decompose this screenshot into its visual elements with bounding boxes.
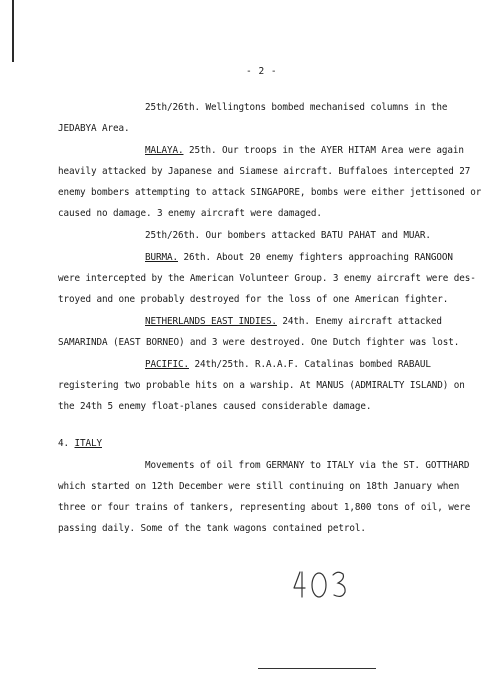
paragraph-pacific-line-3: the 24th 5 enemy float-planes caused considerable damage. [58, 401, 372, 412]
handwritten-page-number [291, 568, 351, 600]
paragraph-pacific-line-2: registering two probable hits on a warship. At MANUS (ADMIRALTY ISLAND) on [58, 380, 465, 391]
nei-heading: NETHERLANDS EAST INDIES. [145, 316, 277, 327]
left-margin-mark [12, 0, 14, 62]
burma-text: 26th. About 20 enemy fighters approaching RANGOON [177, 252, 453, 263]
section-4-number: 4. [58, 438, 69, 449]
section-4-title: ITALY [74, 438, 102, 449]
section-4-line-4: passing daily. Some of the tank wagons contained petrol. [58, 523, 366, 534]
burma-heading: BURMA. [145, 252, 178, 263]
section-4-line-3: three or four trains of tankers, representing about 1,800 tons of oil, were [58, 502, 471, 513]
section-4-line-2: which started on 12th December were still continuing on 18th January when [58, 481, 460, 492]
paragraph-burma-line-3: troyed and one probably destroyed for the loss of one American fighter. [58, 294, 449, 305]
bottom-rule [258, 668, 376, 669]
paragraph-malaya-line-4: caused no damage. 3 enemy aircraft were damaged. [58, 208, 322, 219]
malaya-heading: MALAYA. [145, 145, 184, 156]
paragraph-pacific-line-1 [145, 360, 431, 369]
paragraph-1-line-2: JEDABYA Area. [58, 123, 130, 134]
page-number: - 2 - [246, 66, 278, 77]
paragraph-malaya-line-2: heavily attacked by Japanese and Siamese aircraft. Buffaloes intercepted 27 [58, 166, 471, 177]
paragraph-1-line-1: 25th/26th. Wellingtons bombed mechanised columns in the [145, 102, 448, 113]
section-4-heading [58, 439, 102, 448]
paragraph-malaya-line-1 [145, 146, 464, 155]
paragraph-3-line-1: 25th/26th. Our bombers attacked BATU PAHAT and MUAR. [145, 230, 431, 241]
nei-text: 24th. Enemy aircraft attacked [276, 316, 442, 327]
paragraph-malaya-line-3: enemy bombers attempting to attack SINGAPORE, bombs were either jettisoned or [58, 187, 482, 198]
section-4-line-1: Movements of oil from GERMANY to ITALY via the ST. GOTTHARD [145, 460, 470, 471]
paragraph-burma-line-2: were intercepted by the American Volunteer Group. 3 enemy aircraft were des- [58, 273, 476, 284]
paragraph-nei-line-2: SAMARINDA (EAST BORNEO) and 3 were destroyed. One Dutch fighter was lost. [58, 337, 460, 348]
pacific-heading: PACIFIC. [145, 359, 189, 370]
malaya-text: 25th. Our troops in the AYER HITAM Area were again [183, 145, 464, 156]
pacific-text: 24th/25th. R.A.A.F. Catalinas bombed RABAUL [188, 359, 431, 370]
paragraph-burma-line-1 [145, 253, 453, 262]
paragraph-nei-line-1 [145, 317, 442, 326]
